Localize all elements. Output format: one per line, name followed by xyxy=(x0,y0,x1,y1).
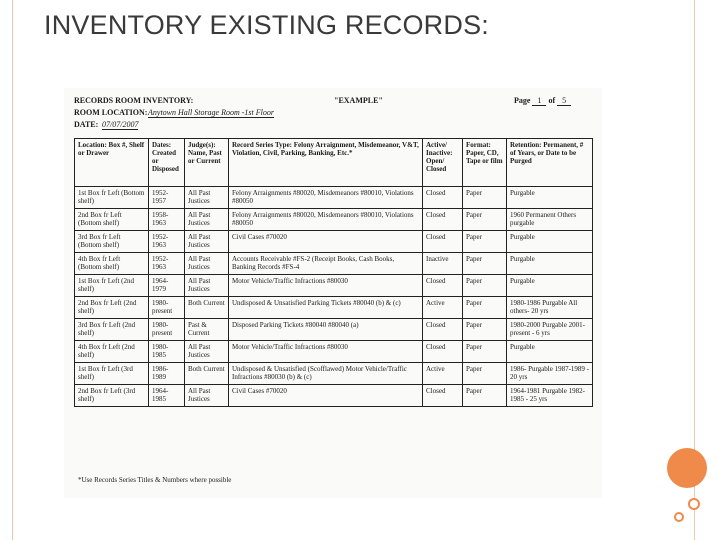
table-row xyxy=(75,187,593,209)
cell-location: 2nd Box fr Left (3rd shelf) xyxy=(75,385,149,407)
cell-dates: 1986-1989 xyxy=(149,363,185,385)
cell-judges: Both Current xyxy=(185,297,229,319)
cell-location: 4th Box fr Left (Bottom shelf) xyxy=(75,253,149,275)
cell-status: Closed xyxy=(423,341,463,363)
scanned-inventory-form xyxy=(64,88,602,498)
left-margin-rule xyxy=(12,0,13,540)
cell-format: Paper xyxy=(463,363,507,385)
cell-record-series: Felony Arraignments #80020, Misdemeanors #80010, Violations #80050 xyxy=(229,187,423,209)
cell-record-series: Felony Arraignments #80020, Misdemeanors #80010, Violations #80050 xyxy=(229,209,423,231)
cell-dates: 1964-1985 xyxy=(149,385,185,407)
column-header: Location: Box #, Shelf or Drawer xyxy=(75,139,149,187)
cell-format: Paper xyxy=(463,209,507,231)
page-number: 1 xyxy=(532,96,546,106)
cell-location: 1st Box fr Left (2nd shelf) xyxy=(75,275,149,297)
cell-judges: All Past Justices xyxy=(185,209,229,231)
cell-retention: Purgable xyxy=(507,231,593,253)
cell-judges: All Past Justices xyxy=(185,385,229,407)
cell-status: Closed xyxy=(423,231,463,253)
cell-dates: 1964-1979 xyxy=(149,275,185,297)
cell-judges: Past & Current xyxy=(185,319,229,341)
table-row xyxy=(75,363,593,385)
cell-status: Closed xyxy=(423,319,463,341)
cell-judges: All Past Justices xyxy=(185,187,229,209)
page-indicator xyxy=(514,96,571,106)
cell-format: Paper xyxy=(463,297,507,319)
cell-dates: 1958-1963 xyxy=(149,209,185,231)
cell-location: 4th Box fr Left (2nd shelf) xyxy=(75,341,149,363)
cell-retention: Purgable xyxy=(507,341,593,363)
location-label: ROOM LOCATION: xyxy=(74,108,148,117)
table-row xyxy=(75,341,593,363)
cell-format: Paper xyxy=(463,231,507,253)
table-row xyxy=(75,231,593,253)
date-label: DATE: xyxy=(74,120,99,129)
cell-location: 2nd Box fr Left (Bottom shelf) xyxy=(75,209,149,231)
cell-status: Active xyxy=(423,363,463,385)
column-header: Format: Paper, CD, Tape or film xyxy=(463,139,507,187)
cell-dates: 1952-1963 xyxy=(149,231,185,253)
decorative-circle-ring xyxy=(688,498,700,510)
cell-retention: 1960 Permanent Others purgable xyxy=(507,209,593,231)
table-row xyxy=(75,385,593,407)
decorative-circle-ring-small xyxy=(674,512,684,522)
page-label: Page xyxy=(514,96,531,105)
page-of-label: of xyxy=(548,96,556,105)
example-tag: "EXAMPLE" xyxy=(334,96,383,105)
cell-dates: 1952-1963 xyxy=(149,253,185,275)
cell-judges: All Past Justices xyxy=(185,275,229,297)
cell-dates: 1952-1957 xyxy=(149,187,185,209)
date-value: 07/07/2007 xyxy=(102,120,139,129)
cell-retention: Purgable xyxy=(507,253,593,275)
column-header: Judge(s): Name, Past or Current xyxy=(185,139,229,187)
location-value: Anytown Hall Storage Room -1st Floor xyxy=(148,108,274,117)
cell-judges: All Past Justices xyxy=(185,253,229,275)
cell-status: Closed xyxy=(423,187,463,209)
cell-record-series: Civil Cases #70020 xyxy=(229,231,423,253)
table-header-row xyxy=(75,139,593,187)
form-heading: RECORDS ROOM INVENTORY: xyxy=(74,96,194,105)
decorative-circle-large xyxy=(667,448,707,488)
cell-retention: Purgable xyxy=(507,275,593,297)
cell-dates: 1980-1985 xyxy=(149,341,185,363)
cell-record-series: Accounts Receivable #FS-2 (Receipt Books, Cash Books, Banking Records #FS-4 xyxy=(229,253,423,275)
cell-judges: All Past Justices xyxy=(185,341,229,363)
cell-format: Paper xyxy=(463,385,507,407)
cell-format: Paper xyxy=(463,319,507,341)
cell-dates: 1980-present xyxy=(149,319,185,341)
cell-location: 3rd Box fr Left (Bottom shelf) xyxy=(75,231,149,253)
cell-location: 1st Box fr Left (3rd shelf) xyxy=(75,363,149,385)
column-header: Retention: Permanent, # of Years, or Date to be Purged xyxy=(507,139,593,187)
table-row xyxy=(75,297,593,319)
cell-retention: 1964-1981 Purgable 1982-1985 - 25 yrs xyxy=(507,385,593,407)
cell-status: Active xyxy=(423,297,463,319)
cell-format: Paper xyxy=(463,187,507,209)
cell-judges: Both Current xyxy=(185,363,229,385)
cell-retention: Purgable xyxy=(507,187,593,209)
cell-retention: 1980-2000 Purgable 2001-present - 6 yrs xyxy=(507,319,593,341)
cell-dates: 1980-present xyxy=(149,297,185,319)
cell-format: Paper xyxy=(463,253,507,275)
cell-location: 3rd Box fr Left (2nd shelf) xyxy=(75,319,149,341)
cell-status: Closed xyxy=(423,385,463,407)
cell-status: Inactive xyxy=(423,253,463,275)
inventory-table-body xyxy=(75,187,593,407)
cell-record-series: Motor Vehicle/Traffic Infractions #80030 xyxy=(229,341,423,363)
table-row xyxy=(75,275,593,297)
footnote: *Use Records Series Titles & Numbers where possible xyxy=(78,476,232,484)
cell-record-series: Motor Vehicle/Traffic Infractions #80030 xyxy=(229,275,423,297)
cell-record-series: Undisposed & Unsatisfied Parking Tickets #80040 (b) & (c) xyxy=(229,297,423,319)
cell-record-series: Civil Cases #70020 xyxy=(229,385,423,407)
cell-judges: All Past Justices xyxy=(185,231,229,253)
inventory-table xyxy=(74,138,593,407)
table-row xyxy=(75,253,593,275)
cell-retention: 1986- Purgable 1987-1989 - 20 yrs xyxy=(507,363,593,385)
column-header: Record Series Type: Felony Arraignment, Misdemeanor, V&T, Violation, Civil, Parking, Banking, Etc.* xyxy=(229,139,423,187)
cell-format: Paper xyxy=(463,341,507,363)
cell-location: 2nd Box fr Left (2nd shelf) xyxy=(75,297,149,319)
page-total: 5 xyxy=(557,96,571,106)
column-header: Active/ Inactive: Open/ Closed xyxy=(423,139,463,187)
table-row xyxy=(75,209,593,231)
cell-status: Closed xyxy=(423,275,463,297)
column-header: Dates: Created or Disposed xyxy=(149,139,185,187)
cell-record-series: Disposed Parking Tickets #80040 #80040 (a) xyxy=(229,319,423,341)
cell-record-series: Undisposed & Unsatisfied (Scofflawed) Motor Vehicle/Traffic Infractions #80030 (b) & (c) xyxy=(229,363,423,385)
cell-location: 1st Box fr Left (Bottom shelf) xyxy=(75,187,149,209)
slide-title: INVENTORY EXISTING RECORDS: xyxy=(44,10,489,40)
cell-format: Paper xyxy=(463,275,507,297)
cell-status: Closed xyxy=(423,209,463,231)
table-row xyxy=(75,319,593,341)
cell-retention: 1980-1986 Purgable All others- 20 yrs xyxy=(507,297,593,319)
